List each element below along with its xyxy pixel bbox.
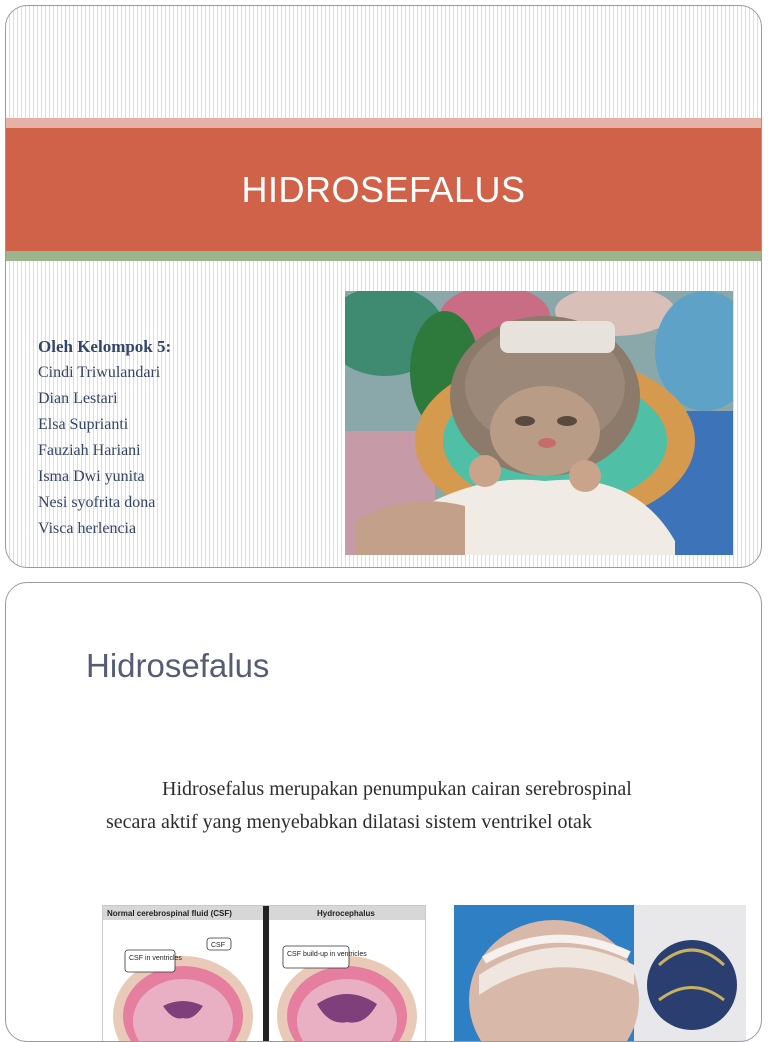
paragraph-line: Hidrosefalus merupakan penumpukan cairan serebrospinal (162, 778, 632, 800)
infant-and-helmet-photo (454, 905, 746, 1042)
hydrocephalus-baby-photo (345, 291, 733, 555)
slide-title: HIDROSEFALUS (241, 168, 526, 210)
member-name: Visca herlencia (38, 520, 137, 537)
paragraph-line: secara aktif yang menyebabkan dilatasi sistem ventrikel otak (106, 811, 592, 833)
label-csf-in-ventricles: CSF in ventricles (129, 955, 182, 962)
member-name: Cindi Triwulandari (38, 364, 161, 381)
slide-heading: Hidrosefalus (86, 647, 270, 684)
diagram-right-title: Hydrocephalus (317, 909, 375, 918)
member-name: Nesi syofrita dona (38, 494, 156, 511)
title-band (6, 128, 761, 251)
top-accent-band (6, 118, 761, 128)
csf-comparison-diagram (102, 905, 426, 1042)
title-slide (5, 5, 762, 568)
member-name: Fauziah Hariani (38, 442, 141, 459)
members-heading: Oleh Kelompok 5: (38, 337, 172, 356)
member-name: Elsa Suprianti (38, 416, 129, 433)
definition-paragraph (106, 773, 726, 839)
label-csf-buildup: CSF build-up in ventricles (287, 951, 367, 958)
member-name: Dian Lestari (38, 390, 118, 407)
group-members (38, 334, 171, 542)
label-csf: CSF (211, 942, 225, 949)
diagram-left-title: Normal cerebrospinal fluid (CSF) (107, 909, 232, 918)
bottom-accent-band (6, 251, 761, 261)
content-slide (5, 582, 762, 1042)
member-name: Isma Dwi yunita (38, 468, 145, 485)
